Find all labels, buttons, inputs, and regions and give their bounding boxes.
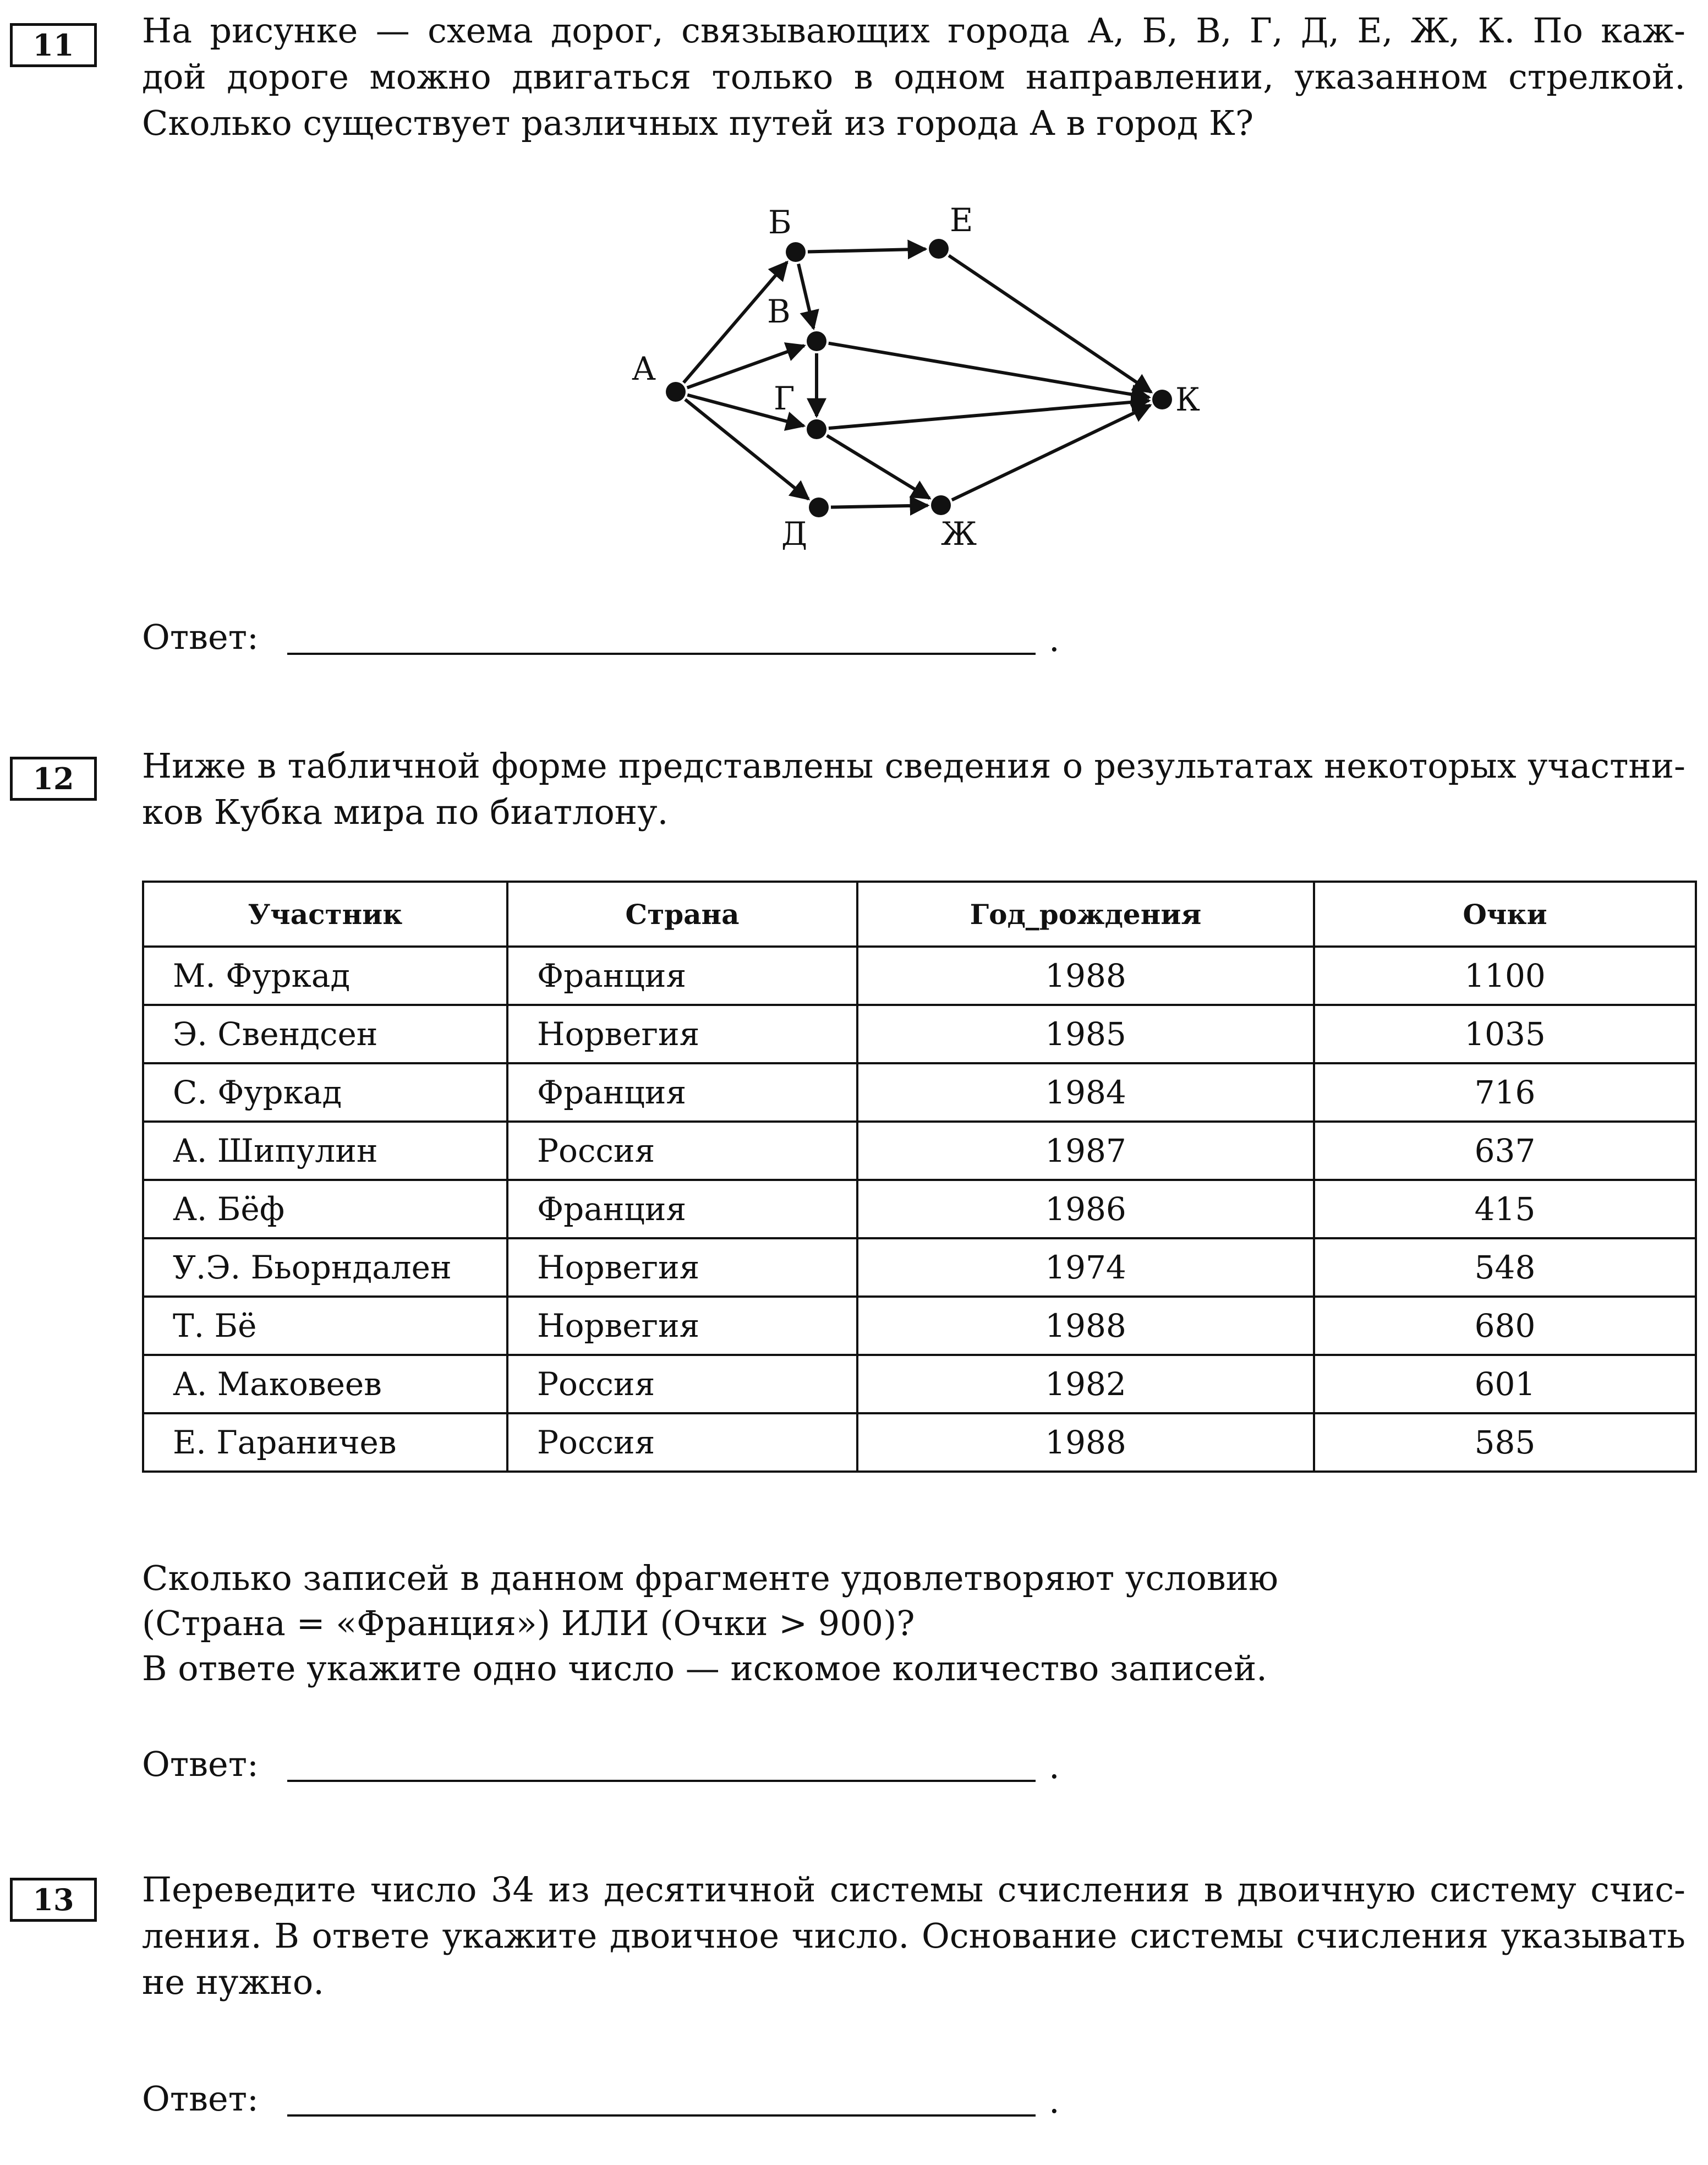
question-13-line-3: не нужно. bbox=[142, 1962, 324, 2002]
cell-country: Франция bbox=[507, 947, 857, 1005]
cell-birth-year: 1986 bbox=[857, 1180, 1314, 1238]
question-11-line-1: На рисунке — схема дорог, связывающих города А, Б, В, Г, Д, Е, Ж, К. По каж- bbox=[142, 10, 1685, 51]
cell-points: 415 bbox=[1314, 1180, 1696, 1238]
cell-points: 637 bbox=[1314, 1122, 1696, 1180]
road-arrow bbox=[829, 401, 1149, 428]
road-arrow bbox=[798, 264, 813, 328]
road-arrow bbox=[829, 343, 1149, 397]
question-11-line-3: Сколько существует различных путей из города А в город К? bbox=[142, 103, 1254, 143]
cell-points: 585 bbox=[1314, 1413, 1696, 1472]
cell-points: 1100 bbox=[1314, 947, 1696, 1005]
question-11-line-2: дой дороге можно двигаться только в одном направлении, указанном стрелкой. bbox=[142, 57, 1685, 97]
answer-dot-11: . bbox=[1049, 619, 1060, 659]
cell-country: Норвегия bbox=[507, 1297, 857, 1355]
city-label: Е bbox=[950, 201, 973, 239]
column-header-country: Страна bbox=[507, 882, 857, 947]
city-node bbox=[807, 419, 826, 439]
cell-participant: С. Фуркад bbox=[143, 1063, 507, 1122]
cell-participant: Э. Свендсен bbox=[143, 1005, 507, 1063]
cell-points: 1035 bbox=[1314, 1005, 1696, 1063]
cell-country: Франция bbox=[507, 1180, 857, 1238]
road-arrow bbox=[952, 405, 1150, 500]
graph-nodes bbox=[666, 239, 1172, 517]
city-node bbox=[786, 242, 806, 262]
city-node bbox=[666, 382, 686, 402]
column-header-participant: Участник bbox=[143, 882, 507, 947]
table-row bbox=[143, 1063, 1696, 1122]
answer-field-12[interactable] bbox=[287, 1780, 1036, 1782]
cell-participant: Т. Бё bbox=[143, 1297, 507, 1355]
cell-participant: У.Э. Бьорндален bbox=[143, 1238, 507, 1297]
cell-points: 680 bbox=[1314, 1297, 1696, 1355]
city-node bbox=[929, 239, 949, 259]
cell-country: Норвегия bbox=[507, 1238, 857, 1297]
city-label: В bbox=[767, 293, 791, 330]
cell-country: Россия bbox=[507, 1413, 857, 1472]
city-node bbox=[809, 497, 829, 517]
graph-edges bbox=[683, 249, 1151, 507]
answer-field-13[interactable] bbox=[287, 2114, 1036, 2117]
question-number-11: 11 bbox=[10, 23, 97, 67]
question-number-12: 12 bbox=[10, 757, 97, 801]
road-arrow bbox=[808, 249, 926, 252]
answer-label-13: Ответ: bbox=[142, 2079, 259, 2119]
city-label: Г bbox=[774, 380, 795, 417]
table-row bbox=[143, 1297, 1696, 1355]
question-12-line-2: ков Кубка мира по биатлону. bbox=[142, 792, 669, 832]
city-label: К bbox=[1175, 381, 1200, 418]
question-12-condition-line-2: (Страна = «Франция») ИЛИ (Очки > 900)? bbox=[142, 1603, 915, 1643]
city-node bbox=[931, 495, 951, 515]
answer-label-12: Ответ: bbox=[142, 1744, 259, 1784]
cell-birth-year: 1984 bbox=[857, 1063, 1314, 1122]
column-header-points: Очки bbox=[1314, 882, 1696, 947]
cell-participant: А. Маковеев bbox=[143, 1355, 507, 1413]
cell-points: 716 bbox=[1314, 1063, 1696, 1122]
road-arrow bbox=[831, 505, 928, 507]
city-label: Д bbox=[781, 515, 808, 553]
road-graph-diagram bbox=[605, 182, 1266, 578]
question-number-13: 13 bbox=[10, 1878, 97, 1922]
city-node bbox=[1152, 390, 1172, 409]
answer-label-11: Ответ: bbox=[142, 617, 259, 657]
cell-country: Франция bbox=[507, 1063, 857, 1122]
table-row bbox=[143, 1238, 1696, 1297]
column-header-birth-year: Год_рождения bbox=[857, 882, 1314, 947]
cell-birth-year: 1988 bbox=[857, 1413, 1314, 1472]
cell-country: Россия bbox=[507, 1122, 857, 1180]
answer-dot-12: . bbox=[1049, 1746, 1060, 1786]
city-label: Ж bbox=[941, 515, 977, 553]
table-row bbox=[143, 1413, 1696, 1472]
table-header-row bbox=[143, 882, 1696, 947]
cell-birth-year: 1987 bbox=[857, 1122, 1314, 1180]
table-row bbox=[143, 1122, 1696, 1180]
table-row bbox=[143, 1005, 1696, 1063]
question-12-condition-line-3: В ответе укажите одно число — искомое количество записей. bbox=[142, 1648, 1267, 1688]
cell-country: Норвегия bbox=[507, 1005, 857, 1063]
question-13-line-1: Переведите число 34 из десятичной системы счисления в двоичную систему счис- bbox=[142, 1869, 1685, 1910]
cell-points: 601 bbox=[1314, 1355, 1696, 1413]
answer-dot-13: . bbox=[1049, 2081, 1060, 2121]
cell-birth-year: 1974 bbox=[857, 1238, 1314, 1297]
city-label: Б bbox=[768, 204, 792, 241]
cell-birth-year: 1982 bbox=[857, 1355, 1314, 1413]
cell-participant: А. Шипулин bbox=[143, 1122, 507, 1180]
city-label: А bbox=[632, 350, 656, 387]
cell-country: Россия bbox=[507, 1355, 857, 1413]
road-arrow bbox=[949, 255, 1151, 392]
cell-points: 548 bbox=[1314, 1238, 1696, 1297]
question-13-line-2: ления. В ответе укажите двоичное число. Основание системы счисления указывать bbox=[142, 1916, 1685, 1956]
table-row bbox=[143, 1355, 1696, 1413]
cell-participant: Е. Гараничев bbox=[143, 1413, 507, 1472]
cell-participant: А. Бёф bbox=[143, 1180, 507, 1238]
question-12-condition-line-1: Сколько записей в данном фрагменте удовлетворяют условию bbox=[142, 1558, 1278, 1598]
cell-birth-year: 1988 bbox=[857, 1297, 1314, 1355]
cell-birth-year: 1988 bbox=[857, 947, 1314, 1005]
road-arrow bbox=[827, 435, 930, 498]
cell-birth-year: 1985 bbox=[857, 1005, 1314, 1063]
table-row bbox=[143, 947, 1696, 1005]
biathlon-results-table bbox=[142, 881, 1695, 1473]
city-node bbox=[807, 331, 826, 351]
answer-field-11[interactable] bbox=[287, 653, 1036, 655]
table-body bbox=[143, 947, 1696, 1472]
table-row bbox=[143, 1180, 1696, 1238]
cell-participant: М. Фуркад bbox=[143, 947, 507, 1005]
question-12-line-1: Ниже в табличной форме представлены сведения о результатах некоторых участни- bbox=[142, 746, 1685, 786]
